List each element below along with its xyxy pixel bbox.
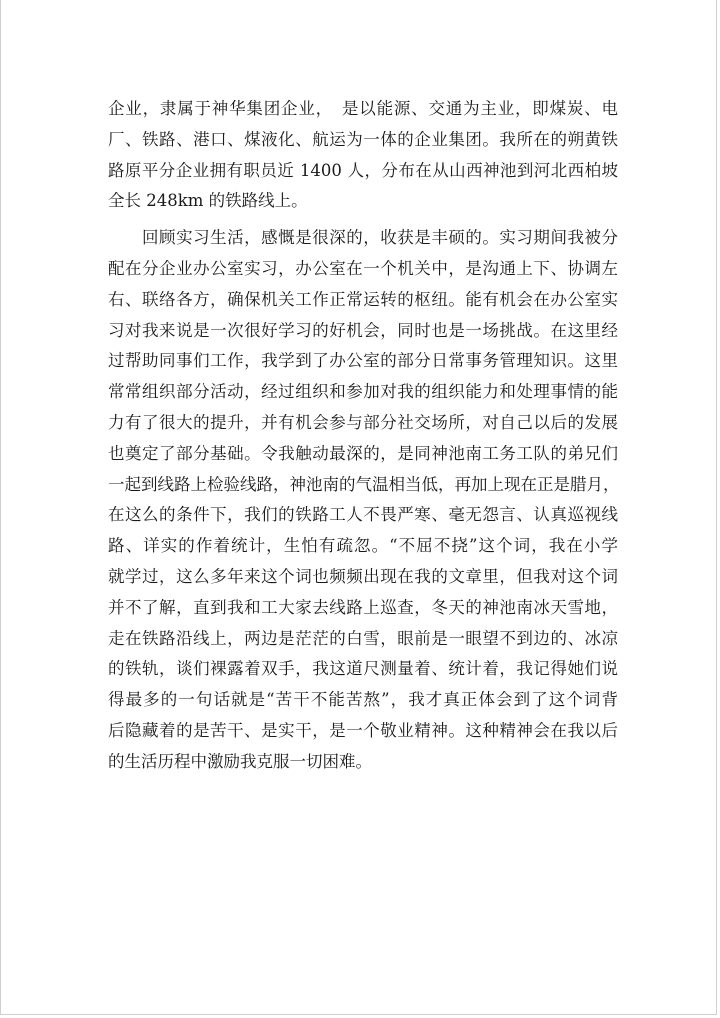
text-line: 配在分企业办公室实习，办公室在一个机关中，是沟通上下、协调左 (108, 258, 618, 278)
text-line: 企业，隶属于神华集团企业， 是以能源、交通为主业，即煤炭、电 (108, 99, 618, 118)
text-line: 过帮助同事们工作，我学到了办公室的部分日常事务管理知识。这里 (108, 351, 618, 371)
text-line: 就学过，这么多年来这个词也频频出现在我的文章里，但我对这个词 (108, 566, 618, 586)
text-line: 也奠定了部分基础。令我触动最深的，是同神池南工务工队的弟兄们 (108, 443, 618, 463)
text-line: 在这么的条件下，我们的铁路工人不畏严寒、毫无怨言、认真巡视线 (108, 505, 618, 525)
text-line: 回顾实习生活，感慨是很深的，收获是丰硕的。实习期间我被分 (108, 228, 618, 248)
paragraph-1 (108, 94, 618, 217)
text-line: 的生活历程中激励我克服一切困难。 (108, 751, 372, 771)
text-line: 一起到线路上检验线路，神池南的气温相当低，再加上现在正是腊月， (108, 474, 620, 494)
text-line: 常常组织部分活动，经过组织和参加对我的组织能力和处理事情的能 (108, 382, 618, 402)
text-line: 全长 248km 的铁路线上。 (108, 191, 308, 211)
text-line: 习对我来说是一次很好学习的好机会，同时也是一场挑战。在这里经 (108, 320, 618, 340)
text-line: 右、联络各方，确保机关工作正常运转的枢纽。能有机会在办公室实 (108, 289, 618, 309)
text-line: 得最多的一句话就是“苦干不能苦熬”，我才真正体会到了这个词背 (108, 690, 618, 710)
text-line: 厂、铁路、港口、煤液化、航运为一体的企业集团。我所在的朔黄铁 (108, 129, 618, 149)
text-line: 力有了很大的提升，并有机会参与部分社交场所，对自己以后的发展 (108, 412, 618, 432)
text-line: 的铁轨，谈们裸露着双手，我这道尺测量着、统计着，我记得她们说 (108, 659, 618, 679)
paragraph-2 (108, 223, 618, 777)
text-line: 并不了解，直到我和工大家去线路上巡查，冬天的神池南冰天雪地， (108, 597, 618, 617)
document-body (108, 94, 618, 778)
text-line: 走在铁路沿线上，两边是茫茫的白雪，眼前是一眼望不到边的、冰凉 (108, 628, 618, 648)
text-line: 后隐藏着的是苦干、是实干，是一个敬业精神。这种精神会在我以后 (108, 720, 618, 740)
text-line: 路原平分企业拥有职员近 1400 人，分布在从山西神池到河北西柏坡 (108, 160, 618, 180)
text-line: 路、详实的作着统计，生怕有疏忽。“不屈不挠”这个词，我在小学 (108, 536, 618, 556)
